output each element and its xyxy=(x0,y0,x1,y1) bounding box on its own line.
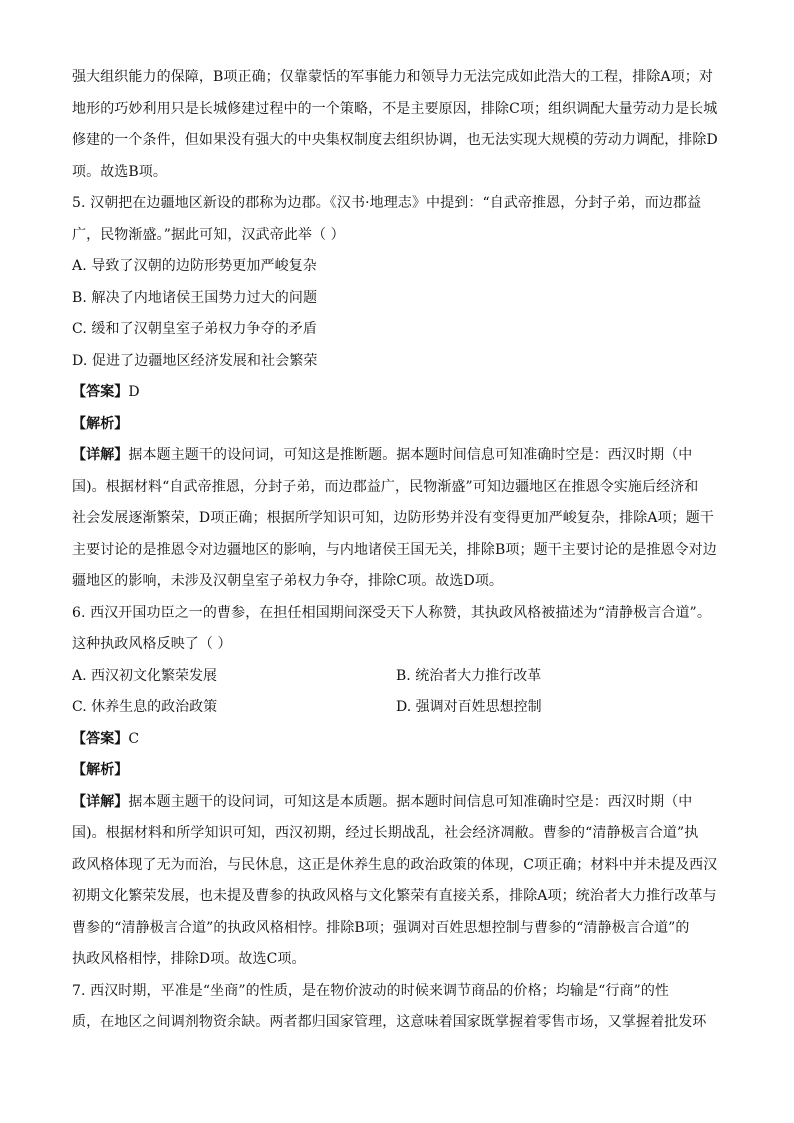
question-6 xyxy=(72,598,722,976)
answer-tag: 【答案】 xyxy=(72,730,129,747)
option-c: C. 休养生息的政治政策 xyxy=(72,699,218,715)
detail-line xyxy=(72,440,722,472)
answer-value: D xyxy=(128,384,140,400)
detail-line: 政风格体现了无为而治，与民休息，这正是休养生息的政治政策的体现，C项正确；材料中并未提及西汉 xyxy=(72,856,718,873)
question-stem: 5. 汉朝把在边疆地区新设的郡称为边郡。《汉书·地理志》中提到：“自武帝推恩，分封子弟，而边郡益 xyxy=(72,195,702,211)
answer-tag: 【答案】 xyxy=(72,384,129,400)
text-line: 修建的一个条件，但如果没有强大的中央集权制度去组织协调，也无法实现大规模的劳动力调配，排除D xyxy=(72,132,718,148)
option-a: A. 西汉初文化繁荣发展 xyxy=(72,667,218,684)
detail-line: 国)。根据材料“自武帝推恩，分封子弟，而边郡益广，民物渐盛”可知边疆地区在推恩令实施后经济和 xyxy=(72,478,699,495)
option-d: D. 促进了边疆地区经济发展和社会繁荣 xyxy=(72,352,318,369)
question-7 xyxy=(72,976,722,1039)
answer-value: C xyxy=(128,730,140,747)
detail-line: 执政风格相悖，排除D项。故选C项。 xyxy=(72,951,306,967)
text-line: 地形的巧妙利用只是长城修建过程中的一个策略，不是主要原因，排除C项；组织调配大量劳动力是长城 xyxy=(72,100,718,117)
question-stem: 质，在地区之间调剂物资余缺。两者都归国家管理，这意味着国家既掌握着零售市场，又掌握着批发环 xyxy=(72,1014,707,1030)
question-5 xyxy=(72,188,722,598)
analysis-line xyxy=(72,755,722,787)
previous-answer-continuation xyxy=(72,62,722,188)
detail-line: 社会发展逐渐繁荣，D项正确；根据所学知识可知，边防形势并没有变得更加严峻复杂，排除A项；题干 xyxy=(72,510,714,526)
detail-tag: 【详解】 xyxy=(72,793,129,810)
question-stem: 广，民物渐盛。”据此可知，汉武帝此举（ ） xyxy=(72,226,345,243)
analysis-tag: 【解析】 xyxy=(72,762,129,778)
text-line: 强大组织能力的保障，B项正确；仅靠蒙恬的军事能力和领导力无法完成如此浩大的工程，排除A项；对 xyxy=(72,69,713,85)
analysis-line xyxy=(72,409,722,441)
option-a: A. 导致了汉朝的边防形势更加严峻复杂 xyxy=(72,258,317,274)
answer-line xyxy=(72,377,722,409)
detail-line: 疆地区的影响，未涉及汉朝皇室子弟权力争夺，排除C项。故选D项。 xyxy=(72,573,504,589)
detail-line: 国)。根据材料和所学知识可知，西汉初期，经过长期战乱，社会经济凋敝。曹参的“清静极言合道”执 xyxy=(72,825,699,841)
detail-text: 据本题主题干的设问词，可知这是推断题。据本题时间信息可知准确时空是：西汉时期（中 xyxy=(128,447,693,463)
detail-line xyxy=(72,787,722,819)
options-row xyxy=(72,661,722,693)
option-b: B. 统治者大力推行改革 xyxy=(396,667,542,684)
detail-line: 初期文化繁荣发展，也未提及曹参的执政风格与文化繁荣有直接关系，排除A项；统治者大力推行改革与 xyxy=(72,888,717,904)
analysis-tag: 【解析】 xyxy=(72,415,129,432)
detail-tag: 【详解】 xyxy=(72,447,129,463)
question-stem: 这种执政风格反映了（ ） xyxy=(72,636,232,652)
detail-line: 主要讨论的是推恩令对边疆地区的影响，与内地诸侯王国无关，排除B项；题干主要讨论的是推恩令对边 xyxy=(72,541,717,558)
text-line: 项。故选B项。 xyxy=(72,163,167,180)
option-c: C. 缓和了汉朝皇室子弟权力争夺的矛盾 xyxy=(72,321,318,337)
detail-text: 据本题主题干的设问词，可知这是本质题。据本题时间信息可知准确时空是：西汉时期（中 xyxy=(128,793,693,810)
detail-line: 曹参的“清静极言合道”的执政风格相悖。排除B项；强调对百姓思想控制与曹参的“清静极言合道”的 xyxy=(72,919,690,936)
question-stem: 7. 西汉时期，平准是“坐商”的性质，是在物价波动的时候来调节商品的价格；均输是“行商”的性 xyxy=(72,982,670,999)
answer-line xyxy=(72,724,722,756)
question-stem: 6. 西汉开国功臣之一的曹参，在担任相国期间深受天下人称赞，其执政风格被描述为“清静极言合道”。 xyxy=(72,604,711,621)
options-row xyxy=(72,692,722,724)
option-d: D. 强调对百姓思想控制 xyxy=(396,699,542,715)
option-b: B. 解决了内地诸侯王国势力过大的问题 xyxy=(72,289,318,306)
